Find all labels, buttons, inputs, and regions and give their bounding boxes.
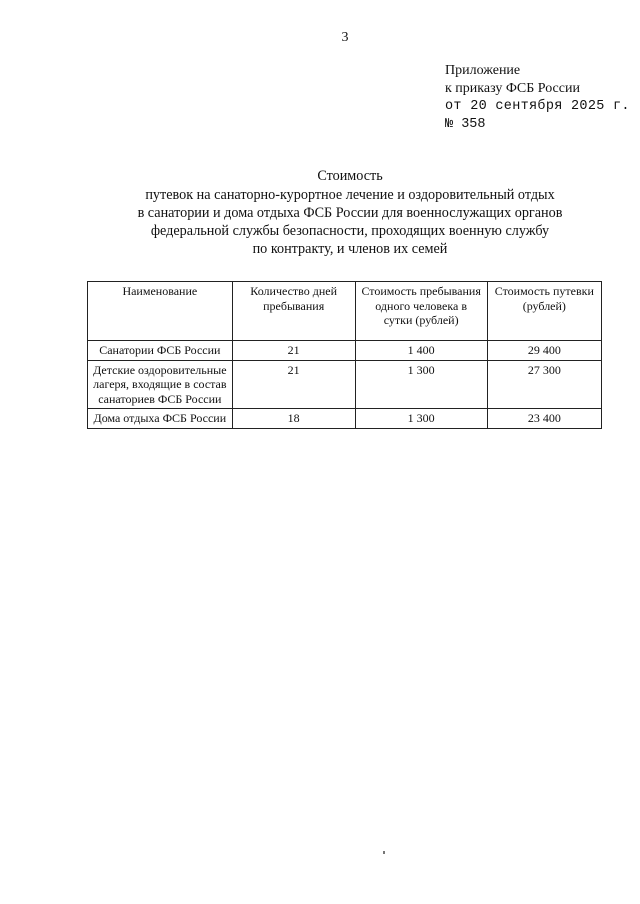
table-row <box>88 360 602 409</box>
page-number: 3 <box>341 30 349 45</box>
table-row <box>88 409 602 429</box>
title-line: путевок на санаторно-курортное лечение и оздоровительный отдых <box>145 187 555 203</box>
title-line: в санатории и дома отдыха ФСБ России для военнослужащих органов <box>137 205 563 221</box>
appendix-order-ref: к приказу ФСБ России <box>445 81 580 96</box>
cell-days: 21 <box>232 341 355 361</box>
cell-days: 21 <box>232 360 355 409</box>
cell-name: Санатории ФСБ России <box>88 341 233 361</box>
cell-price-per-day: 1 300 <box>355 360 487 409</box>
header-days: Количество дней пребывания <box>232 282 355 341</box>
appendix-label: Приложение <box>445 63 521 78</box>
cell-price-per-day: 1 300 <box>355 409 487 429</box>
cell-total: 23 400 <box>487 409 601 429</box>
table-header-row <box>88 282 602 341</box>
cell-name: Детские оздоровительные лагеря, входящие в состав санаториев ФСБ России <box>88 360 233 409</box>
cell-price-per-day: 1 400 <box>355 341 487 361</box>
cost-table <box>87 281 602 429</box>
cell-total: 29 400 <box>487 341 601 361</box>
cell-total: 27 300 <box>487 360 601 409</box>
scan-speck <box>383 851 385 854</box>
table-row <box>88 341 602 361</box>
title-line: по контракту, и членов их семей <box>252 241 448 257</box>
title-heading: Стоимость <box>317 168 383 184</box>
header-price-per-day: Стоимость пребывания одного человека в сутки (рублей) <box>355 282 487 341</box>
appendix-number: № 358 <box>445 117 486 132</box>
document-title <box>100 167 600 258</box>
cell-name: Дома отдыха ФСБ России <box>88 409 233 429</box>
header-voucher-cost: Стоимость путевки (рублей) <box>487 282 601 341</box>
header-name: Наименование <box>88 282 233 341</box>
appendix-block <box>445 62 630 134</box>
title-line: федеральной службы безопасности, проходящих военную службу <box>150 223 550 239</box>
appendix-date: от 20 сентября 2025 г. <box>445 99 630 114</box>
cell-days: 18 <box>232 409 355 429</box>
